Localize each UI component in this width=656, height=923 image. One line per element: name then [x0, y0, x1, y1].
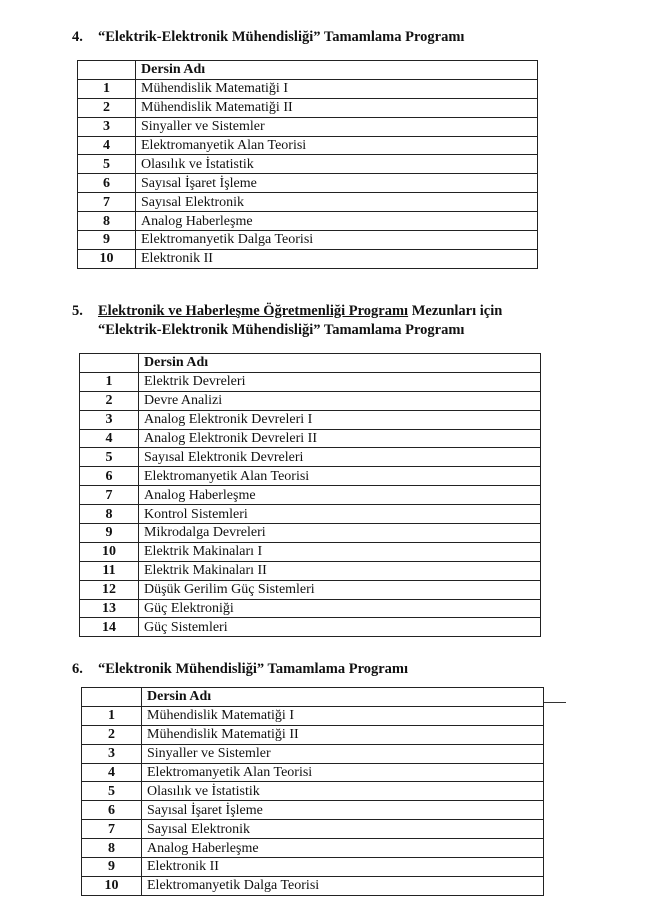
table-row: [82, 820, 544, 839]
course-name: Elektromanyetik Alan Teorisi: [139, 467, 541, 486]
row-number: 2: [78, 98, 136, 117]
table-row: [80, 542, 541, 561]
table-row: [78, 79, 538, 98]
table-header-row: [78, 61, 538, 80]
course-name: Mühendislik Matematiği II: [136, 98, 538, 117]
course-name: Mühendislik Matematiği I: [136, 79, 538, 98]
course-name: Sinyaller ve Sistemler: [142, 744, 544, 763]
row-number: 3: [82, 744, 142, 763]
course-name: Mühendislik Matematiği I: [142, 706, 544, 725]
section-4-title: “Elektrik-Elektronik Mühendisliği” Tamamlama Programı: [98, 29, 465, 45]
course-name: Sinyaller ve Sistemler: [136, 117, 538, 136]
section-5-table: [79, 353, 541, 637]
table-row: [80, 618, 541, 637]
table-row: [78, 117, 538, 136]
course-name: Kontrol Sistemleri: [139, 505, 541, 524]
row-number: 9: [80, 524, 139, 543]
course-name: Elektromanyetik Alan Teorisi: [136, 136, 538, 155]
row-number: 10: [78, 249, 136, 268]
course-name: Mühendislik Matematiği II: [142, 725, 544, 744]
course-name: Olasılık ve İstatistik: [142, 782, 544, 801]
row-number: 9: [78, 231, 136, 250]
table-row: [80, 505, 541, 524]
row-number: 6: [78, 174, 136, 193]
course-name: Analog Elektronik Devreleri I: [139, 410, 541, 429]
table-row: [82, 725, 544, 744]
row-number: 1: [82, 706, 142, 725]
header-course-name: Dersin Adı: [136, 61, 538, 80]
course-name: Elektronik II: [136, 249, 538, 268]
scan-artifact-line: [544, 702, 566, 703]
course-name: Mikrodalga Devreleri: [139, 524, 541, 543]
table-row: [82, 858, 544, 877]
table-row: [80, 448, 541, 467]
table-row: [82, 839, 544, 858]
section-5-heading: [72, 302, 502, 340]
header-course-name: Dersin Adı: [142, 688, 544, 707]
table-row: [78, 249, 538, 268]
row-number: 11: [80, 561, 139, 580]
table-row: [80, 410, 541, 429]
row-number: 10: [82, 876, 142, 895]
row-number: 5: [78, 155, 136, 174]
row-number: 12: [80, 580, 139, 599]
table-row: [80, 599, 541, 618]
table-row: [78, 212, 538, 231]
course-name: Elektromanyetik Dalga Teorisi: [136, 231, 538, 250]
section-5-title-rest: Mezunları için: [408, 303, 503, 319]
course-name: Analog Haberleşme: [142, 839, 544, 858]
table-row: [78, 193, 538, 212]
table-row: [82, 876, 544, 895]
table-row: [78, 155, 538, 174]
course-name: Düşük Gerilim Güç Sistemleri: [139, 580, 541, 599]
table-row: [78, 98, 538, 117]
header-number-cell: [82, 688, 142, 707]
table-row: [80, 561, 541, 580]
course-name: Elektronik II: [142, 858, 544, 877]
row-number: 2: [80, 391, 139, 410]
row-number: 4: [78, 136, 136, 155]
section-6-heading: [72, 660, 408, 679]
table-row: [78, 174, 538, 193]
row-number: 9: [82, 858, 142, 877]
header-course-name: Dersin Adı: [139, 354, 541, 373]
course-name: Elektromanyetik Alan Teorisi: [142, 763, 544, 782]
row-number: 8: [78, 212, 136, 231]
section-5-title-line2: “Elektrik-Elektronik Mühendisliği” Tamamlama Programı: [98, 322, 465, 338]
section-5-title-underlined: Elektronik ve Haberleşme Öğretmenliği Programı: [98, 303, 409, 319]
table-row: [82, 801, 544, 820]
table-row: [80, 524, 541, 543]
row-number: 13: [80, 599, 139, 618]
table-row: [80, 467, 541, 486]
table-header-row: [80, 354, 541, 373]
section-6-number: 6.: [72, 661, 83, 677]
table-row: [80, 372, 541, 391]
table-row: [80, 429, 541, 448]
course-name: Güç Sistemleri: [139, 618, 541, 637]
row-number: 6: [82, 801, 142, 820]
row-number: 10: [80, 542, 139, 561]
row-number: 4: [82, 763, 142, 782]
row-number: 4: [80, 429, 139, 448]
course-name: Sayısal Elektronik: [142, 820, 544, 839]
section-4-number: 4.: [72, 29, 83, 45]
table-row: [82, 744, 544, 763]
row-number: 2: [82, 725, 142, 744]
course-name: Analog Haberleşme: [136, 212, 538, 231]
course-name: Elektrik Makinaları II: [139, 561, 541, 580]
row-number: 5: [80, 448, 139, 467]
course-name: Sayısal İşaret İşleme: [142, 801, 544, 820]
table-row: [78, 231, 538, 250]
section-6-table: [81, 687, 544, 896]
table-row: [82, 706, 544, 725]
course-name: Devre Analizi: [139, 391, 541, 410]
row-number: 8: [82, 839, 142, 858]
row-number: 7: [82, 820, 142, 839]
course-name: Elektromanyetik Dalga Teorisi: [142, 876, 544, 895]
course-name: Olasılık ve İstatistik: [136, 155, 538, 174]
course-name: Analog Elektronik Devreleri II: [139, 429, 541, 448]
table-header-row: [82, 688, 544, 707]
row-number: 1: [80, 372, 139, 391]
header-number-cell: [78, 61, 136, 80]
row-number: 7: [80, 486, 139, 505]
row-number: 14: [80, 618, 139, 637]
table-row: [80, 580, 541, 599]
course-name: Analog Haberleşme: [139, 486, 541, 505]
table-row: [80, 391, 541, 410]
table-row: [82, 782, 544, 801]
row-number: 3: [80, 410, 139, 429]
row-number: 3: [78, 117, 136, 136]
section-5-number: 5.: [72, 303, 83, 319]
table-row: [82, 763, 544, 782]
course-name: Elektrik Devreleri: [139, 372, 541, 391]
row-number: 1: [78, 79, 136, 98]
section-6-title: “Elektronik Mühendisliği” Tamamlama Programı: [98, 661, 409, 677]
course-name: Sayısal Elektronik: [136, 193, 538, 212]
header-number-cell: [80, 354, 139, 373]
course-name: Elektrik Makinaları I: [139, 542, 541, 561]
row-number: 7: [78, 193, 136, 212]
row-number: 5: [82, 782, 142, 801]
table-row: [80, 486, 541, 505]
section-4-heading: [72, 28, 464, 47]
course-name: Sayısal İşaret İşleme: [136, 174, 538, 193]
table-row: [78, 136, 538, 155]
row-number: 6: [80, 467, 139, 486]
section-4-table: [77, 60, 538, 269]
course-name: Sayısal Elektronik Devreleri: [139, 448, 541, 467]
course-name: Güç Elektroniği: [139, 599, 541, 618]
row-number: 8: [80, 505, 139, 524]
